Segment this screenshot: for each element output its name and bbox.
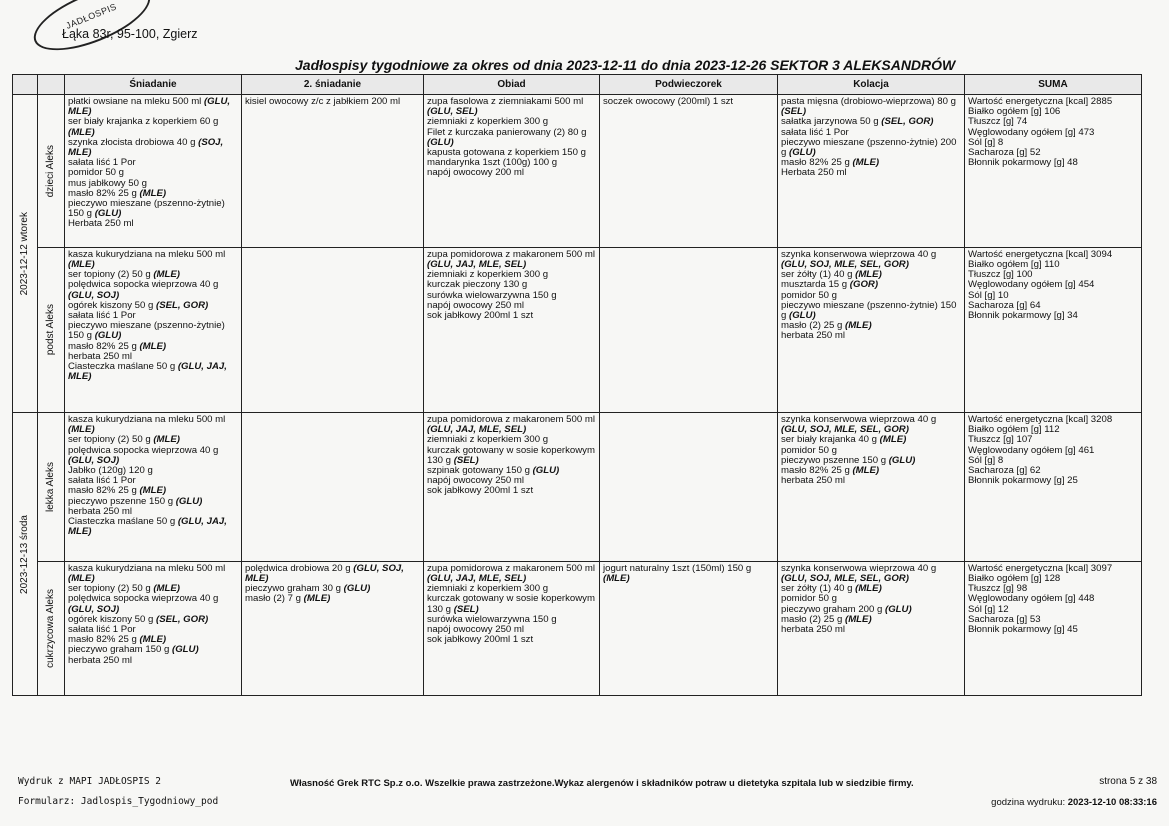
- menu-item: pomidor 50 g: [781, 593, 837, 605]
- menu-item: ser biały krajanka z koperkiem 60 g (MLE): [68, 116, 219, 138]
- diet-cell: [38, 247, 65, 412]
- nutrition-summary-cell: [965, 561, 1142, 695]
- diet-cell: [38, 561, 65, 695]
- meal-cell-supper: [778, 561, 965, 695]
- header-obiad: Obiad: [424, 75, 600, 95]
- menu-item: Tłuszcz [g] 74: [968, 116, 1028, 128]
- stamp-text: JADŁOSPIS: [64, 1, 119, 31]
- menu-item: zupa pomidorowa z makaronem 500 ml (GLU, JAJ, MLE, SEL): [427, 562, 595, 584]
- menu-item: Wartość energetyczna [kcal] 3208: [968, 414, 1113, 426]
- meal-cell-lunch: [424, 413, 600, 562]
- meal-cell-lunch: [424, 247, 600, 412]
- menu-item: pieczywo graham 30 g (GLU): [245, 583, 371, 595]
- menu-item: kapusta gotowana z koperkiem 150 g: [427, 147, 586, 159]
- menu-item: zupa pomidorowa z makaronem 500 ml (GLU, JAJ, MLE, SEL): [427, 414, 595, 436]
- menu-item: masło 82% 25 g (MLE): [68, 634, 167, 646]
- menu-item: Tłuszcz [g] 100: [968, 269, 1033, 281]
- company-address: Łąka 83r, 95-100, Zgierz: [62, 27, 198, 41]
- footer-form: Formularz: Jadlospis_Tygodniowy_pod: [18, 796, 219, 807]
- menu-item: ziemniaki z koperkiem 300 g: [427, 269, 549, 281]
- meal-cell-snack: [600, 247, 778, 412]
- menu-item: kurczak gotowany w sosie koperkowym 130 g (SEL): [427, 593, 595, 615]
- menu-item: Błonnik pokarmowy [g] 25: [968, 475, 1078, 487]
- menu-item: pomidor 50 g: [68, 167, 124, 179]
- menu-item: pieczywo mieszane (pszenno-żytnie) 150 g (GLU): [781, 299, 957, 322]
- menu-item: herbata 250 ml: [781, 623, 845, 635]
- menu-item: Wartość energetyczna [kcal] 2885: [968, 96, 1113, 107]
- menu-item: Ciasteczka maślane 50 g (GLU, JAJ, MLE): [68, 516, 227, 538]
- meal-cell-breakfast: [65, 95, 242, 248]
- nutrition-summary-cell: [965, 413, 1142, 562]
- menu-item: Błonnik pokarmowy [g] 34: [968, 310, 1078, 322]
- page-title: Jadłospisy tygodniowe za okres od dnia 2023-12-11 do dnia 2023-12-26 SEKTOR 3 ALEKSANDRÓW: [295, 57, 956, 73]
- menu-item: sok jabłkowy 200ml 1 szt: [427, 634, 534, 646]
- menu-item: sałata liść 1 Por: [68, 157, 136, 169]
- table-header-row: [13, 75, 1142, 95]
- weekly-menu-table: [12, 74, 1142, 696]
- menu-item: musztarda 15 g (GOR): [781, 279, 879, 291]
- menu-item: Błonnik pokarmowy [g] 45: [968, 623, 1078, 635]
- menu-item: zupa pomidorowa z makaronem 500 ml (GLU, JAJ, MLE, SEL): [427, 248, 595, 271]
- menu-item: napój owocowy 200 ml: [427, 167, 525, 179]
- menu-item: Wartość energetyczna [kcal] 3097: [968, 562, 1113, 574]
- menu-item: szynka złocista drobiowa 40 g (SOJ, MLE): [68, 136, 224, 159]
- menu-item: Węglowodany ogółem [g] 448: [968, 593, 1095, 605]
- menu-item: Sól [g] 8: [968, 136, 1004, 148]
- menu-item: ogórek kiszony 50 g (SEL, GOR): [68, 613, 209, 625]
- header-diet: [38, 75, 65, 95]
- menu-item: Sól [g] 12: [968, 603, 1009, 615]
- menu-item: Herbata 250 ml: [781, 167, 847, 179]
- menu-item: masło (2) 7 g (MLE): [245, 593, 331, 605]
- menu-item: mandarynka 1szt (100g) 100 g: [427, 157, 558, 169]
- menu-item: sok jabłkowy 200ml 1 szt: [427, 485, 534, 497]
- menu-item: sałata liść 1 Por: [68, 475, 136, 487]
- menu-item: soczek owocowy (200ml) 1 szt: [603, 96, 734, 107]
- meal-cell-supper: [778, 247, 965, 412]
- menu-item: Tłuszcz [g] 98: [968, 583, 1028, 595]
- menu-item: masło 82% 25 g (MLE): [68, 187, 167, 199]
- menu-item: masło 82% 25 g (MLE): [68, 340, 167, 352]
- footer-print-time: [991, 797, 1157, 808]
- meal-cell-snack: [600, 561, 778, 695]
- menu-item: napój owocowy 250 ml: [427, 475, 525, 487]
- print-time-value: 2023-12-10 08:33:16: [1067, 797, 1157, 808]
- meal-cell-second-breakfast: [242, 247, 424, 412]
- menu-item: Wartość energetyczna [kcal] 3094: [968, 248, 1113, 260]
- meal-cell-second-breakfast: [242, 95, 424, 248]
- menu-item: jogurt naturalny 1szt (150ml) 150 g (MLE): [603, 562, 752, 584]
- menu-item: Sól [g] 8: [968, 454, 1004, 466]
- menu-item: sałata liść 1 Por: [781, 126, 849, 138]
- meal-cell-snack: [600, 95, 778, 248]
- menu-item: Białko ogółem [g] 112: [968, 424, 1060, 436]
- menu-item: Węglowodany ogółem [g] 461: [968, 444, 1095, 456]
- menu-item: sałata liść 1 Por: [68, 310, 136, 322]
- header-drugie-sniadanie: 2. śniadanie: [242, 75, 424, 95]
- menu-item: ser topiony (2) 50 g (MLE): [68, 434, 180, 446]
- menu-item: masło 82% 25 g (MLE): [68, 485, 167, 497]
- menu-item: Białko ogółem [g] 106: [968, 106, 1061, 118]
- meal-cell-breakfast: [65, 413, 242, 562]
- menu-item: płatki owsiane na mleku 500 ml (GLU, MLE): [68, 96, 231, 118]
- header-sniadanie: Śniadanie: [65, 75, 242, 95]
- menu-item: pieczywo mieszane (pszenno-żytnie) 200 g (GLU): [781, 136, 957, 159]
- print-time-label: godzina wydruku:: [991, 797, 1066, 808]
- header-podwieczorek: Podwieczorek: [600, 75, 778, 95]
- meal-cell-snack: [600, 413, 778, 562]
- menu-item: pasta mięsna (drobiowo-wieprzowa) 80 g (SEL): [781, 96, 956, 118]
- menu-item: Białko ogółem [g] 110: [968, 259, 1060, 271]
- menu-item: ziemniaki z koperkiem 300 g: [427, 434, 549, 446]
- menu-item: pieczywo graham 150 g (GLU): [68, 644, 199, 656]
- menu-item: herbata 250 ml: [68, 654, 132, 666]
- footer-ownership: Własność Grek RTC Sp.z o.o. Wszelkie prawa zastrzeżone.Wykaz alergenów i składników potraw u dietetyka szpitala lub w siedzibie firmy.: [290, 778, 914, 789]
- menu-item: herbata 250 ml: [781, 475, 845, 487]
- meal-cell-lunch: [424, 561, 600, 695]
- meal-cell-second-breakfast: [242, 561, 424, 695]
- table-row: [13, 413, 1142, 562]
- menu-item: ser biały krajanka 40 g (MLE): [781, 434, 907, 446]
- day-cell-1: [13, 95, 38, 413]
- menu-item: sok jabłkowy 200ml 1 szt: [427, 310, 534, 322]
- menu-item: pieczywo pszenne 150 g (GLU): [781, 454, 916, 466]
- meal-cell-lunch: [424, 95, 600, 248]
- menu-item: herbata 250 ml: [68, 505, 132, 517]
- footer-page-number: strona 5 z 38: [1099, 776, 1157, 787]
- menu-item: ogórek kiszony 50 g (SEL, GOR): [68, 299, 209, 311]
- menu-item: pomidor 50 g: [781, 289, 837, 301]
- table-row: [13, 247, 1142, 412]
- menu-item: pomidor 50 g: [781, 444, 837, 456]
- day-cell-2: [13, 413, 38, 696]
- nutrition-summary-cell: [965, 95, 1142, 248]
- menu-item: Sacharoza [g] 62: [968, 465, 1041, 477]
- menu-item: napój owocowy 250 ml: [427, 623, 525, 635]
- menu-item: Filet z kurczaka panierowany (2) 80 g (GLU): [427, 126, 587, 148]
- menu-item: sałata liść 1 Por: [68, 623, 136, 635]
- menu-item: masło 82% 25 g (MLE): [781, 465, 880, 477]
- header-suma: SUMA: [965, 75, 1142, 95]
- diet-cell: [38, 95, 65, 248]
- header-day: [13, 75, 38, 95]
- table-row: [13, 561, 1142, 695]
- menu-item: masło 82% 25 g (MLE): [781, 157, 880, 169]
- day-label: 2023-12-13 środa: [18, 514, 30, 594]
- meal-cell-breakfast: [65, 561, 242, 695]
- footer-printout: Wydruk z MAPI JADŁOSPIS 2: [18, 776, 161, 787]
- menu-item: kasza kukurydziana na mleku 500 ml (MLE): [68, 414, 226, 436]
- menu-item: surówka wielowarzywna 150 g: [427, 289, 557, 301]
- menu-item: kurczak gotowany w sosie koperkowym 130 g (SEL): [427, 444, 595, 466]
- menu-item: ser żółty (1) 40 g (MLE): [781, 269, 882, 281]
- menu-item: Sacharoza [g] 52: [968, 147, 1041, 159]
- menu-item: polędwica sopocka wieprzowa 40 g (GLU, SOJ): [68, 593, 219, 615]
- menu-item: kurczak pieczony 130 g: [427, 279, 528, 291]
- menu-item: Błonnik pokarmowy [g] 48: [968, 157, 1078, 169]
- menu-item: ser topiony (2) 50 g (MLE): [68, 269, 180, 281]
- menu-item: Ciasteczka maślane 50 g (GLU, JAJ, MLE): [68, 361, 227, 383]
- menu-item: polędwica sopocka wieprzowa 40 g (GLU, SOJ): [68, 279, 219, 301]
- menu-item: herbata 250 ml: [68, 350, 132, 362]
- diet-label: lekka Aleks: [44, 461, 56, 512]
- menu-item: Tłuszcz [g] 107: [968, 434, 1033, 446]
- header-kolacja: Kolacja: [778, 75, 965, 95]
- table-row: [13, 95, 1142, 248]
- menu-item: Węglowodany ogółem [g] 473: [968, 126, 1095, 138]
- menu-item: mus jabłkowy 50 g: [68, 177, 147, 189]
- meal-cell-second-breakfast: [242, 413, 424, 562]
- menu-item: Jabłko (120g) 120 g: [68, 465, 153, 477]
- menu-item: szpinak gotowany 150 g (GLU): [427, 465, 560, 477]
- menu-item: Sacharoza [g] 53: [968, 613, 1041, 625]
- menu-item: sałatka jarzynowa 50 g (SEL, GOR): [781, 116, 934, 128]
- menu-item: ziemniaki z koperkiem 300 g: [427, 583, 549, 595]
- menu-item: polędwica sopocka wieprzowa 40 g (GLU, SOJ): [68, 444, 219, 466]
- menu-item: pieczywo pszenne 150 g (GLU): [68, 495, 203, 507]
- menu-item: napój owocowy 250 ml: [427, 299, 525, 311]
- menu-item: kasza kukurydziana na mleku 500 ml (MLE): [68, 562, 226, 584]
- menu-item: Sól [g] 10: [968, 289, 1009, 301]
- diet-cell: [38, 413, 65, 562]
- menu-item: polędwica drobiowa 20 g (GLU, SOJ, MLE): [245, 562, 404, 584]
- diet-label: dzieci Aleks: [44, 144, 56, 198]
- meal-cell-breakfast: [65, 247, 242, 412]
- menu-item: ser żółty (1) 40 g (MLE): [781, 583, 882, 595]
- meal-cell-supper: [778, 413, 965, 562]
- menu-item: szynka konserwowa wieprzowa 40 g (GLU, SOJ, MLE, SEL, GOR): [781, 414, 937, 436]
- menu-item: pieczywo mieszane (pszenno-żytnie) 150 g (GLU): [68, 320, 225, 342]
- menu-item: szynka konserwowa wieprzowa 40 g (GLU, SOJ, MLE, SEL, GOR): [781, 562, 937, 584]
- menu-item: kasza kukurydziana na mleku 500 ml (MLE): [68, 248, 226, 271]
- menu-item: zupa fasolowa z ziemniakami 500 ml (GLU, SEL): [427, 96, 584, 118]
- menu-item: pieczywo graham 200 g (GLU): [781, 603, 912, 615]
- menu-item: surówka wielowarzywna 150 g: [427, 613, 557, 625]
- diet-label: cukrzycowa Aleks: [44, 588, 56, 668]
- menu-item: masło (2) 25 g (MLE): [781, 320, 872, 332]
- diet-label: podst Aleks: [44, 304, 56, 356]
- menu-item: herbata 250 ml: [781, 330, 845, 342]
- menu-item: pieczywo mieszane (pszenno-żytnie) 150 g (GLU): [68, 198, 225, 220]
- menu-item: ziemniaki z koperkiem 300 g: [427, 116, 549, 128]
- day-label: 2023-12-12 wtorek: [18, 211, 30, 296]
- menu-item: ser topiony (2) 50 g (MLE): [68, 583, 180, 595]
- menu-item: Białko ogółem [g] 128: [968, 572, 1061, 584]
- menu-item: kisiel owocowy z/c z jabłkiem 200 ml: [245, 96, 401, 107]
- meal-cell-supper: [778, 95, 965, 248]
- menu-item: Herbata 250 ml: [68, 218, 134, 230]
- nutrition-summary-cell: [965, 247, 1142, 412]
- menu-item: masło (2) 25 g (MLE): [781, 613, 872, 625]
- menu-item: szynka konserwowa wieprzowa 40 g (GLU, SOJ, MLE, SEL, GOR): [781, 248, 937, 271]
- menu-item: Węglowodany ogółem [g] 454: [968, 279, 1095, 291]
- menu-item: Sacharoza [g] 64: [968, 299, 1041, 311]
